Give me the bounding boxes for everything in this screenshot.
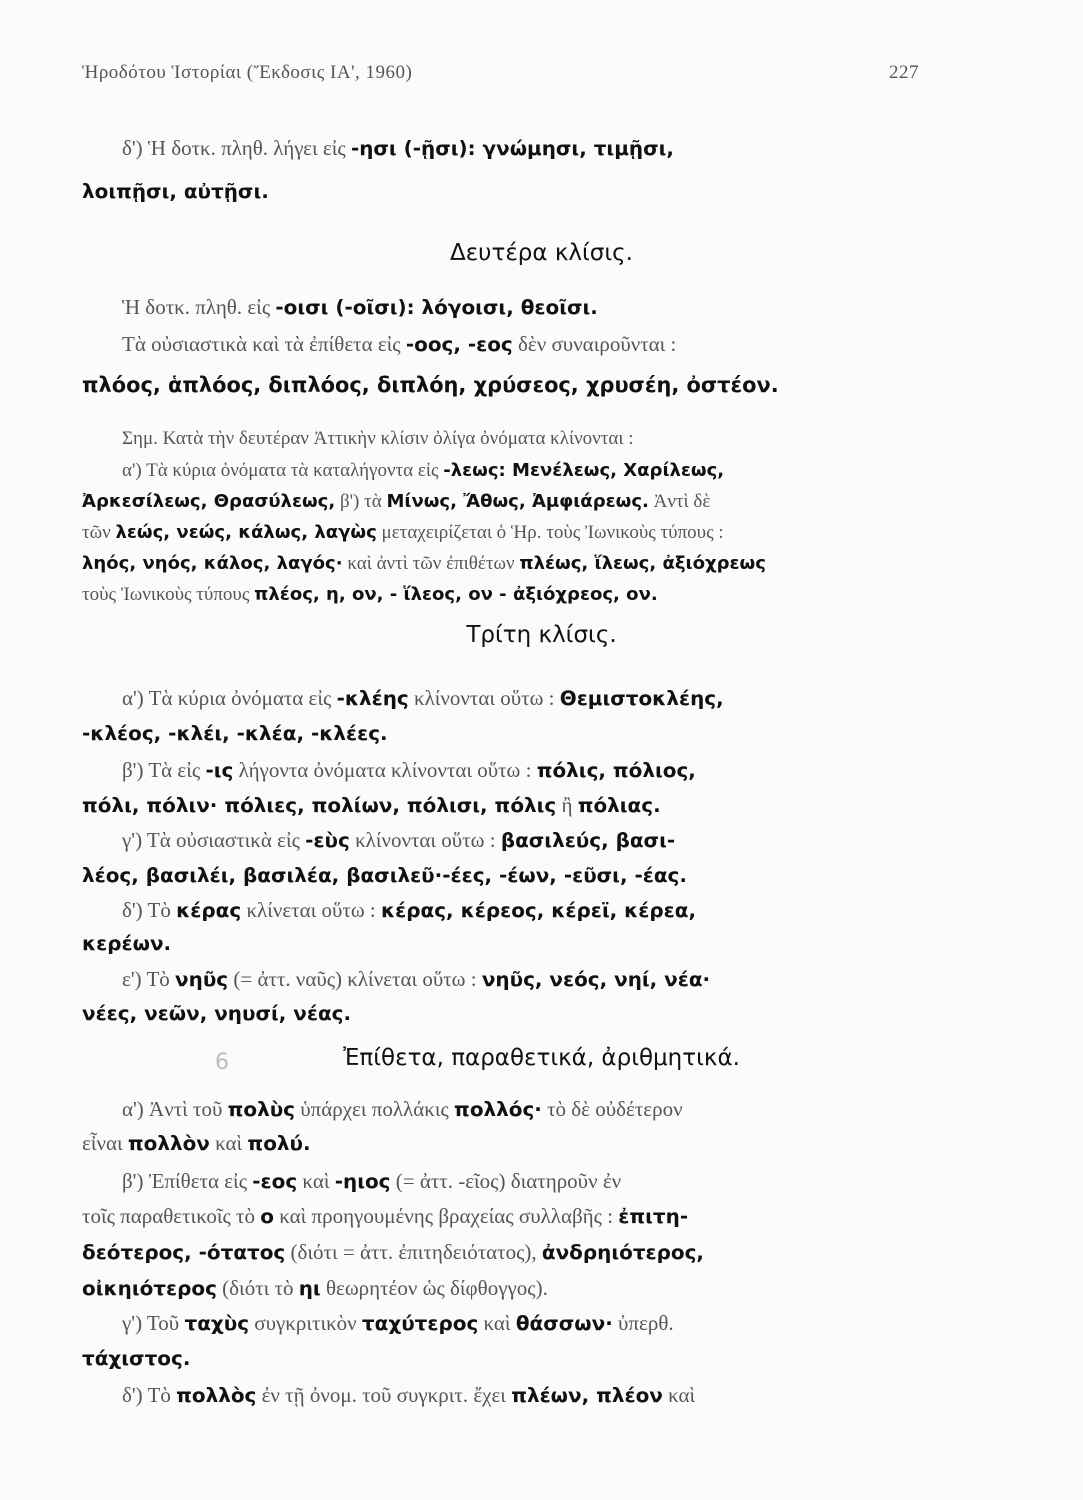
section-heading-triti: Τρίτη κλίσις. bbox=[466, 622, 617, 648]
section-heading-deutera: Δευτέρα κλίσις. bbox=[450, 240, 633, 266]
page-number: 227 bbox=[889, 62, 919, 83]
text-line: β') Ἐπίθετα εἰς -εος καὶ -ηιος (= ἀττ. -εῖος) διατηροῦν ἐν bbox=[122, 1169, 622, 1193]
text-line: β') Τὰ εἰς -ις λήγοντα ὀνόματα κλίνονται οὕτω : πόλις, πόλιος, bbox=[122, 758, 696, 782]
text-line: λέος, βασιλέι, βασιλέα, βασιλεῦ·-έες, -έων, -εῦσι, -έας. bbox=[82, 863, 687, 887]
text-line: τάχιστος. bbox=[82, 1346, 191, 1370]
text-line: δ') Ἡ δοτκ. πληθ. λήγει εἰς -ησι (-ῇσι): γνώμησι, τιμῇσι, bbox=[122, 136, 674, 160]
text-line: νέες, νεῶν, νηυσί, νέας. bbox=[82, 1001, 352, 1025]
text-line: ε') Τὸ νηῦς (= ἀττ. ναῦς) κλίνεται οὕτω : νηῦς, νεός, νηί, νέα· bbox=[122, 967, 711, 991]
text-line: Τὰ οὐσιαστικὰ καὶ τὰ ἐπίθετα εἰς -οος, -εος δὲν συναιροῦνται : bbox=[122, 332, 677, 356]
note-line: Ἀρκεσίλεως, Θρασύλεως, β') τὰ Μίνως, Ἄθως, Ἀμφιάρεως. Ἀντὶ δὲ bbox=[82, 491, 711, 512]
text-line: εἶναι πολλὸν καὶ πολύ. bbox=[82, 1131, 311, 1155]
text-line: Ἡ δοτκ. πληθ. εἰς -οισι (-οῖσι): λόγοισι, θεοῖσι. bbox=[122, 295, 598, 319]
margin-annotation: 6 bbox=[215, 1050, 229, 1075]
section-heading-epitheta: Ἐπίθετα, παραθετικά, ἀριθμητικά. bbox=[343, 1045, 740, 1071]
text-line: κερέων. bbox=[82, 931, 172, 955]
text-line: οἰκηιότερος (διότι τὸ ηι θεωρητέον ὡς δίφθογγος). bbox=[82, 1276, 548, 1300]
note-line: α') Τὰ κύρια ὀνόματα τὰ καταλήγοντα εἰς -λεως: Μενέλεως, Χαρίλεως, bbox=[122, 460, 725, 481]
text-line: γ') Τὰ οὐσιαστικὰ εἰς -εὺς κλίνονται οὕτω : βασιλεύς, βασι- bbox=[122, 828, 676, 852]
note-line: τῶν λεώς, νεώς, κάλως, λαγὼς μεταχειρίζεται ὁ Ἡρ. τοὺς Ἰωνικοὺς τύπους : bbox=[82, 522, 724, 543]
text-line: δ') Τὸ πολλὸς ἐν τῇ ὀνομ. τοῦ συγκριτ. ἔχει πλέων, πλέον καὶ bbox=[122, 1383, 696, 1407]
text-line: γ') Τοῦ ταχὺς συγκριτικὸν ταχύτερος καὶ θάσσων· ὑπερθ. bbox=[122, 1311, 674, 1335]
text-line: α') Ἀντὶ τοῦ πολὺς ὑπάρχει πολλάκις πολλός· τὸ δὲ οὐδέτερον bbox=[122, 1097, 683, 1121]
note-line: ληός, νηός, κάλος, λαγός· καὶ ἀντὶ τῶν ἐπιθέτων πλέως, ἵλεως, ἀξιόχρεως bbox=[82, 553, 766, 574]
text-line: τοῖς παραθετικοῖς τὸ ο καὶ προηγουμένης βραχείας συλλαβῆς : ἐπιτη- bbox=[82, 1204, 689, 1228]
text-line: λοιπῇσι, αὐτῇσι. bbox=[82, 179, 269, 203]
note-line: τοὺς Ἰωνικοὺς τύπους πλέος, η, ον, - ἵλεος, ον - ἀξιόχρεος, ον. bbox=[82, 584, 658, 605]
running-head-title: Ἡροδότου Ἱστορίαι (Ἔκδοσις ΙΑ', 1960) bbox=[82, 62, 413, 83]
text-line: πλόος, ἁπλόος, διπλόος, διπλόη, χρύσεος, χρυσέη, ὀστέον. bbox=[82, 373, 779, 397]
text-line: δ') Τὸ κέρας κλίνεται οὕτω : κέρας, κέρεος, κέρεϊ, κέρεα, bbox=[122, 898, 697, 922]
text-line: α') Τὰ κύρια ὀνόματα εἰς -κλέης κλίνονται οὕτω : Θεμιστοκλέης, bbox=[122, 686, 724, 710]
text-line: -κλέος, -κλέι, -κλέα, -κλέες. bbox=[82, 721, 388, 745]
text-line: δεότερος, -ότατος (διότι = ἀττ. ἐπιτηδειότατος), ἀνδρηιότερος, bbox=[82, 1240, 704, 1264]
text-line: πόλι, πόλιν· πόλιες, πολίων, πόλισι, πόλις ἢ πόλιας. bbox=[82, 793, 661, 817]
running-head bbox=[82, 62, 919, 84]
note-line: Σημ. Κατὰ τὴν δευτέραν Ἀττικὴν κλίσιν ὀλίγα ὀνόματα κλίνονται : bbox=[122, 428, 634, 449]
